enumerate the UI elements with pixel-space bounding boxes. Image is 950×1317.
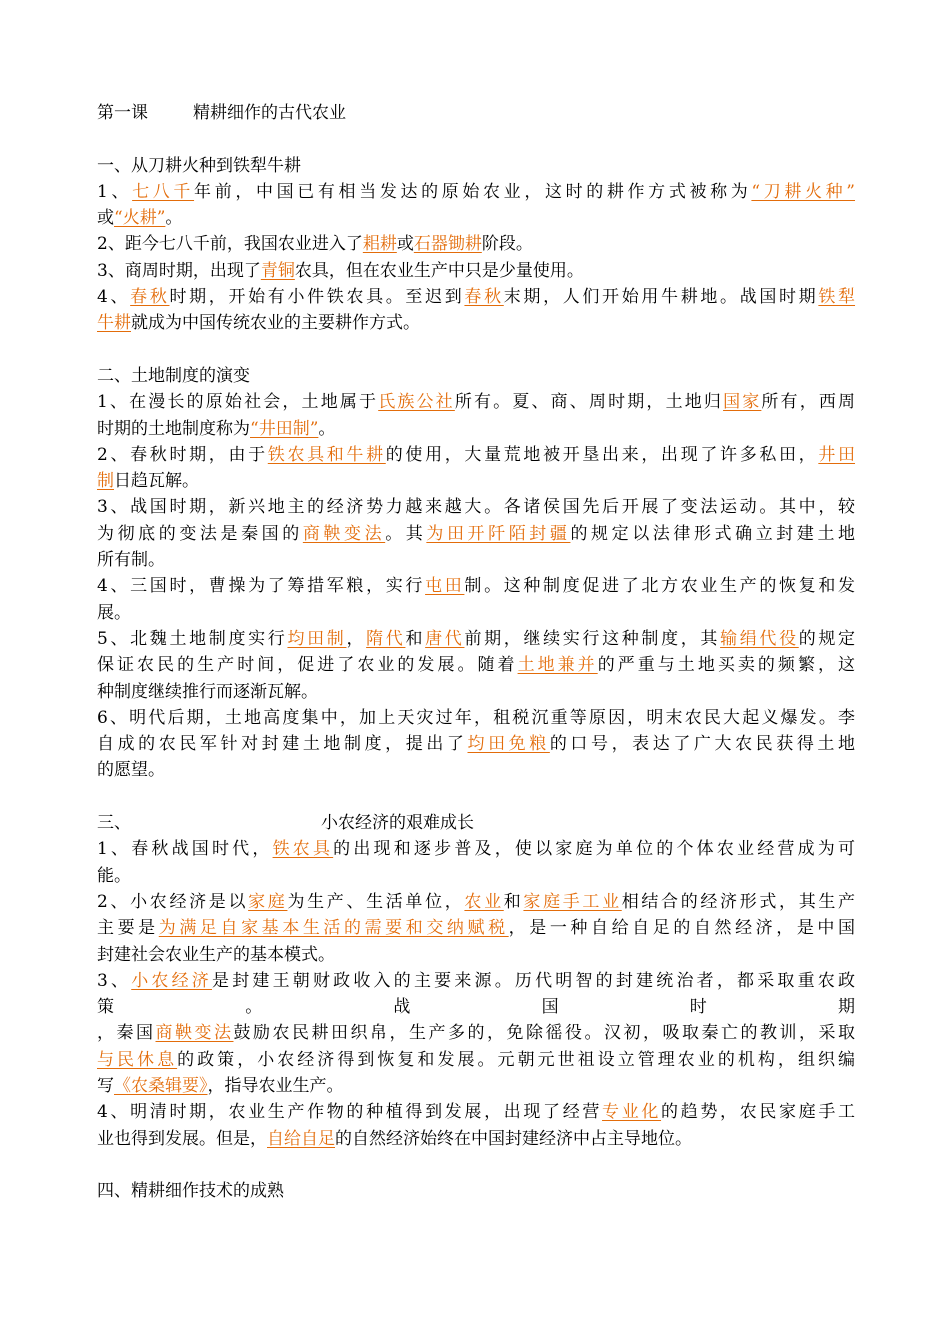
- text-run: 时期的土地制度称为: [97, 418, 250, 439]
- highlighted-term: 耜耕: [362, 234, 397, 255]
- paragraph: [97, 705, 855, 784]
- text-run: 末期，人们开始用牛耕地。战国时期: [503, 287, 819, 308]
- text-run: 业也得到发展。但是，: [97, 1128, 267, 1149]
- text-run: 制。这种制度促进了北方农业生产的恢复和发: [464, 576, 855, 597]
- text-run: 相结合的经济形式，其生产: [621, 891, 856, 912]
- text-run: 的规定: [798, 628, 856, 649]
- text-run: ，指导农业生产。: [207, 1075, 344, 1096]
- section-heading: [97, 810, 855, 836]
- text-run: 1、: [97, 181, 133, 202]
- lesson-number: 第一课: [97, 103, 148, 123]
- text-run: 日趋瓦解。: [114, 471, 199, 492]
- highlighted-term: 春秋: [464, 287, 504, 308]
- text-run: 能。: [97, 865, 131, 886]
- section-heading-text: 一、从刀耕火种到铁犁牛耕: [97, 155, 301, 176]
- lesson-name: 精耕细作的古代农业: [193, 103, 346, 123]
- text-run: 年前，中国已有相当发达的原始农业，这时的耕作方式被称为: [194, 181, 752, 202]
- section-heading: [97, 1178, 855, 1204]
- blank-line: [97, 1152, 855, 1178]
- text-run: 是封建王朝财政收入的主要来源。历代明智的封建统治者，都采取重农政: [212, 970, 856, 991]
- text-run: 种制度继续推行而逐渐瓦解。: [97, 681, 318, 702]
- paragraph: [97, 494, 855, 573]
- highlighted-term: 铁农具和牛耕: [267, 444, 386, 465]
- text-line: [97, 258, 855, 284]
- text-run: 5、北魏土地制度实行: [97, 628, 288, 649]
- paragraph: [97, 889, 855, 968]
- highlighted-term: 商鞅变法: [155, 1023, 234, 1044]
- highlighted-term: 均田免粮: [467, 734, 550, 755]
- paragraph: [97, 389, 855, 442]
- text-run: 和: [503, 891, 524, 912]
- text-run: 的愿望。: [97, 760, 165, 781]
- text-run: 的出现和逐步普及，使以家庭为单位的个体农业经营成为可: [333, 839, 856, 860]
- text-line: [97, 915, 855, 941]
- text-line: [97, 468, 855, 494]
- text-line: [97, 626, 855, 652]
- text-run: 或: [97, 208, 114, 229]
- text-run: 1、春秋战国时代，: [97, 839, 273, 860]
- text-run: 自成的农民军针对封建土地制度，提出了: [97, 734, 468, 755]
- highlighted-term: 制: [97, 471, 114, 492]
- text-line: [97, 310, 855, 336]
- text-run: 4、: [97, 287, 131, 308]
- highlighted-term: 土地兼并: [517, 655, 598, 676]
- text-run: 所有，西周: [761, 392, 856, 413]
- text-run: ，是一种自给自足的自然经济，是中国: [508, 918, 856, 939]
- text-run: 阶段。: [481, 234, 533, 255]
- text-run: 6、明代后期，土地高度集中，加上天灾过年，租税沉重等原因，明末农民大起义爆发。李: [97, 707, 855, 728]
- text-run: 为生产、生活单位，: [287, 891, 465, 912]
- text-run: ，: [346, 628, 367, 649]
- section-heading-text: 四、精耕细作技术的成熟: [97, 1181, 284, 1202]
- text-run: 4、明清时期，农业生产作物的种植得到发展，出现了经营: [97, 1102, 603, 1123]
- document-body: [97, 100, 855, 1204]
- text-line: [97, 968, 855, 994]
- paragraph: [97, 836, 855, 889]
- paragraph: [97, 626, 855, 705]
- highlighted-term: 输绢代役: [720, 628, 799, 649]
- text-run: 。: [165, 208, 183, 229]
- text-line: [97, 416, 855, 442]
- highlighted-term: 均田制: [287, 628, 347, 649]
- highlighted-term: 专业化: [602, 1102, 662, 1123]
- text-run: 鼓励农民耕田织帛，生产多的，免除徭役。汉初，吸取秦亡的教训，采取: [233, 1023, 855, 1044]
- text-run: 的口号，表达了广大农民获得土地: [549, 734, 856, 755]
- text-run: 的趋势，农民家庭手工: [661, 1102, 856, 1123]
- section-heading: [97, 363, 855, 389]
- text-line: [97, 836, 855, 862]
- highlighted-term: 七八千: [132, 181, 195, 202]
- highlighted-term: 家庭: [248, 891, 288, 912]
- highlighted-term: 《农桑辑要》: [114, 1075, 208, 1096]
- highlighted-term: 春秋: [130, 287, 170, 308]
- highlighted-term: 小农经济: [131, 970, 212, 991]
- highlighted-term: 牛耕: [97, 313, 131, 334]
- section-heading-text: 小农经济的艰难成长: [321, 813, 474, 834]
- text-line: [97, 1047, 855, 1073]
- paragraph: [97, 258, 855, 284]
- text-run: 为彻底的变法是秦国的: [97, 523, 303, 544]
- text-run: 的规定以法律形式确立封建土地: [570, 523, 856, 544]
- text-line: [97, 600, 855, 626]
- text-run: 写: [97, 1075, 114, 1096]
- highlighted-term: 为田开阡陌封疆: [426, 523, 571, 544]
- text-run: 4、三国时，曹操为了筹措军粮，实行: [97, 576, 426, 597]
- text-run: 3、: [97, 970, 132, 991]
- text-run: 的严重与土地买卖的频繁，这: [597, 655, 856, 676]
- blank-line: [97, 126, 855, 152]
- text-run: 和: [405, 628, 426, 649]
- text-line: [97, 731, 855, 757]
- highlighted-term: 隋代: [366, 628, 406, 649]
- text-run: 的自然经济始终在中国封建经济中占主导地位。: [335, 1128, 692, 1149]
- text-run: 。: [318, 418, 336, 439]
- text-run: 保证农民的生产时间，促进了农业的发展。随着: [97, 655, 518, 676]
- highlighted-term: 国家: [723, 392, 762, 413]
- text-run: 2、距今七八千前，我国农业进入了: [97, 234, 363, 255]
- text-run: 主要是: [97, 918, 159, 939]
- text-run: ，秦国: [97, 1023, 156, 1044]
- section-heading-number: 三、: [97, 813, 131, 834]
- text-line: [97, 521, 855, 547]
- section-heading-text: 二、土地制度的演变: [97, 365, 250, 386]
- text-line: [97, 231, 855, 257]
- sections-container: [97, 126, 855, 1204]
- highlighted-term: 与民休息: [97, 1049, 178, 1070]
- text-run: 。其: [385, 523, 427, 544]
- text-line: [97, 442, 855, 468]
- text-line: [97, 284, 855, 310]
- highlighted-term: 青铜: [260, 260, 295, 281]
- text-run: 所有。夏、商、周时期，土地归: [454, 392, 724, 413]
- text-line: [97, 1020, 855, 1046]
- text-line: [97, 652, 855, 678]
- paragraph: [97, 179, 855, 232]
- section-heading: [97, 153, 855, 179]
- highlighted-term: 铁农具: [272, 839, 334, 860]
- text-line: [97, 942, 855, 968]
- text-line: [97, 1126, 855, 1152]
- text-run: 2、春秋时期，由于: [97, 444, 268, 465]
- text-line: [97, 863, 855, 889]
- page-title: [97, 100, 855, 126]
- text-line: [97, 1099, 855, 1125]
- text-line: [97, 679, 855, 705]
- paragraph: [97, 968, 855, 1099]
- highlighted-term: 为满足自家基本生活的需要和交纳赋税: [158, 918, 509, 939]
- text-run: 展。: [97, 602, 131, 623]
- text-line: [97, 494, 855, 520]
- text-run: 封建社会农业生产的基本模式。: [97, 944, 335, 965]
- paragraph: [97, 231, 855, 257]
- highlighted-term: 商鞅变法: [302, 523, 386, 544]
- text-run: 1、在漫长的原始社会，土地属于: [97, 392, 379, 413]
- text-run: 所有制。: [97, 550, 165, 571]
- text-run: 或: [396, 234, 414, 255]
- highlighted-term: 自给自足: [267, 1128, 335, 1149]
- blank-line: [97, 337, 855, 363]
- text-line: [97, 705, 855, 731]
- text-line: [97, 389, 855, 415]
- highlighted-term: 氏族公社: [378, 392, 455, 413]
- highlighted-term: 家庭手工业: [523, 891, 622, 912]
- highlighted-term: 农业: [464, 891, 504, 912]
- text-line: [97, 179, 855, 205]
- text-run: 农具，但在农业生产中只是少量使用。: [294, 260, 584, 281]
- paragraph: [97, 442, 855, 495]
- text-run: 3、商周时期，出现了: [97, 260, 261, 281]
- text-run: 的使用，大量荒地被开垦出来，出现了许多私田，: [385, 444, 819, 465]
- highlighted-term: 石器锄耕: [413, 234, 482, 255]
- blank-line: [97, 784, 855, 810]
- text-line: [97, 1073, 855, 1099]
- text-run: 2、小农经济是以: [97, 891, 249, 912]
- text-line: [97, 573, 855, 599]
- highlighted-term: 井田: [818, 444, 856, 465]
- text-line: [97, 889, 855, 915]
- paragraph: [97, 573, 855, 626]
- highlighted-term: “火耕”: [114, 208, 166, 229]
- highlighted-term: “刀耕火种”: [751, 181, 856, 202]
- text-line: [97, 205, 855, 231]
- text-run: 就成为中国传统农业的主要耕作方式。: [131, 313, 420, 334]
- highlighted-term: 屯田: [425, 576, 465, 597]
- text-line: [97, 994, 855, 1020]
- text-line: [97, 547, 855, 573]
- text-line: [97, 757, 855, 783]
- text-run: 的政策，小农经济得到恢复和发展。元朝元世祖设立管理农业的机构，组织编: [177, 1049, 855, 1070]
- text-run: 策。战国时期: [97, 997, 855, 1018]
- paragraph: [97, 284, 855, 337]
- text-run: 时期，开始有小件铁农具。至迟到: [169, 287, 465, 308]
- highlighted-term: “井田制”: [250, 418, 319, 439]
- text-run: 3、战国时期，新兴地主的经济势力越来越大。各诸侯国先后开展了变法运动。其中，较: [97, 497, 855, 518]
- paragraph: [97, 1099, 855, 1152]
- highlighted-term: 铁犁: [818, 287, 856, 308]
- text-run: 前期，继续实行这种制度，其: [464, 628, 721, 649]
- highlighted-term: 唐代: [425, 628, 465, 649]
